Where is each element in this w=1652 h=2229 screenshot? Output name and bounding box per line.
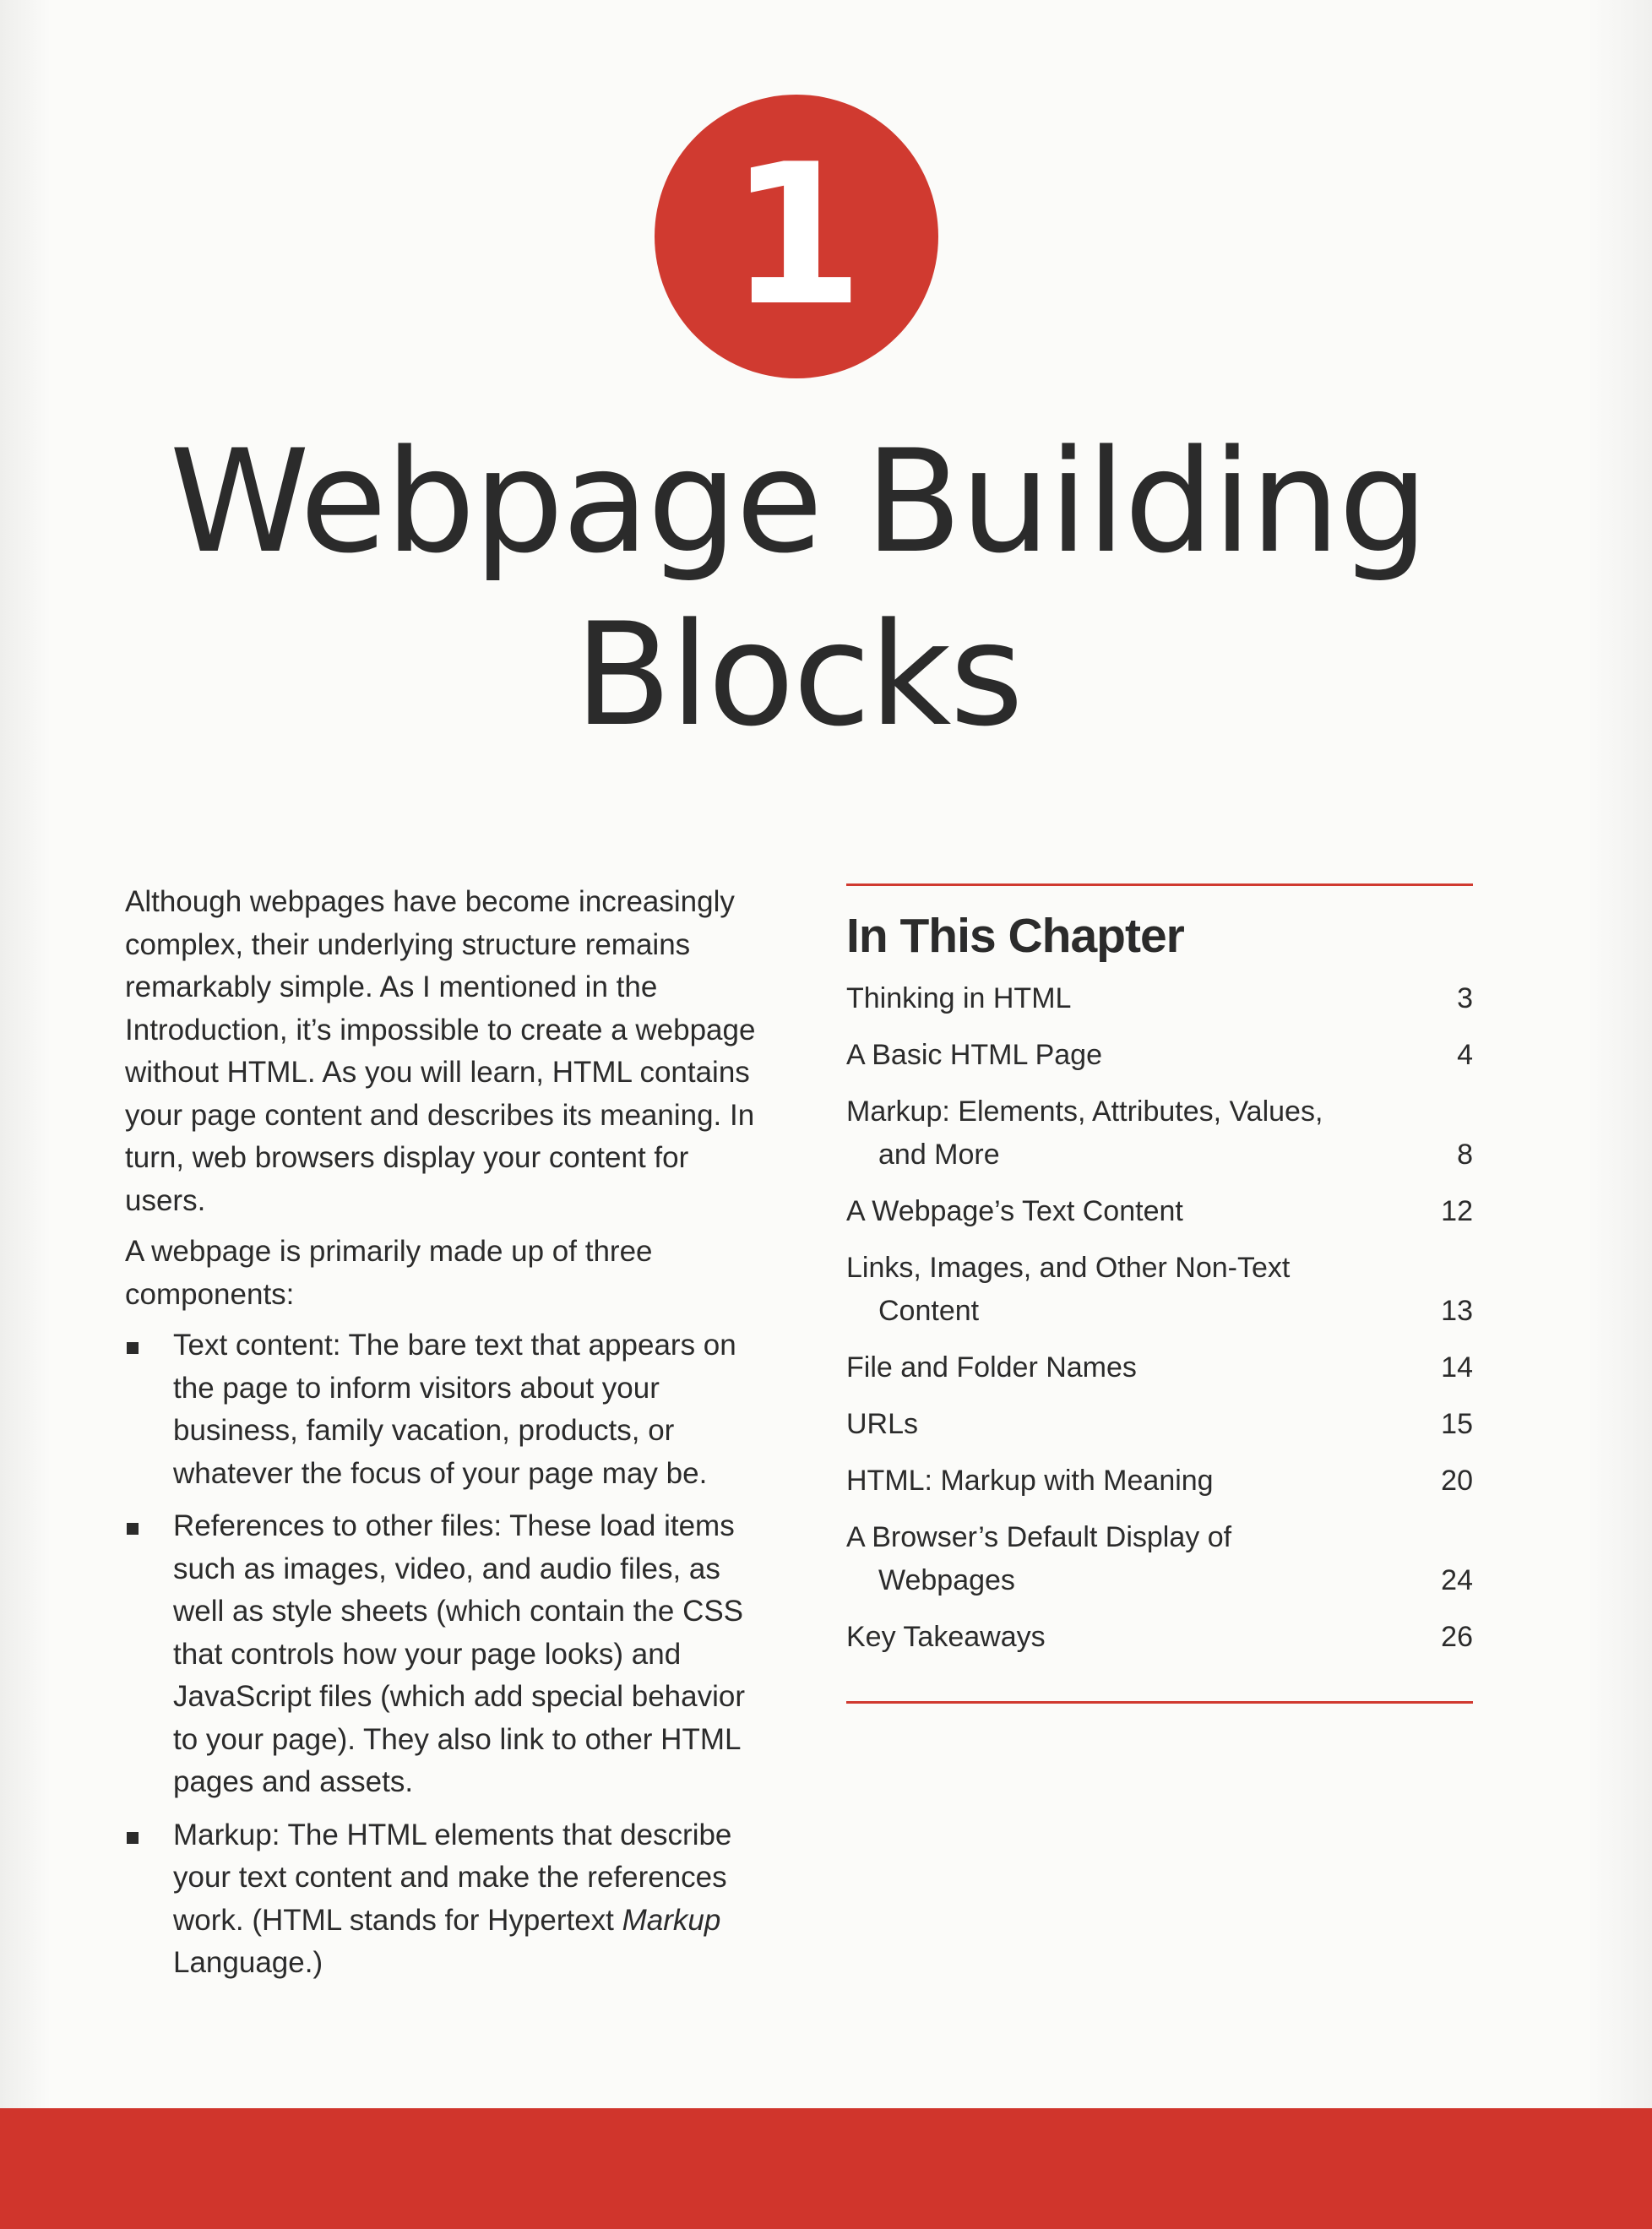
intro-paragraph: Although webpages have become increasingly complex, their underlying structure remains remarkably simple. As I mentioned in the Introduction, it’s impossible to create a webpage without HTML. As you will learn, HTML contains your page content and describes its meaning. In turn, web browsers display your content for users. — [125, 885, 756, 1217]
contents-item-title-line: A Browser’s Default Display of — [846, 1521, 1232, 1553]
top-divider — [846, 883, 1473, 886]
contents-item-title — [846, 1095, 1422, 1177]
contents-item-page: 4 — [1457, 1039, 1473, 1071]
contents-item-page: 13 — [1441, 1295, 1473, 1327]
square-bullet-icon — [127, 1342, 139, 1354]
contents-item — [846, 1090, 1473, 1177]
contents-item-title-continued: Webpages — [878, 1564, 1015, 1596]
contents-item — [846, 1247, 1473, 1333]
contents-item-page: 14 — [1441, 1351, 1473, 1384]
contents-item — [846, 1460, 1473, 1503]
contents-item — [846, 977, 1473, 1020]
contents-item — [846, 1403, 1473, 1446]
list-item — [125, 1324, 767, 1495]
contents-item-title-line: Links, Images, and Other Non-Text — [846, 1252, 1291, 1284]
contents-item-title-continued: and More — [878, 1139, 1000, 1171]
contents-heading: In This Chapter — [846, 909, 1184, 963]
contents-item-title: A Basic HTML Page — [846, 1039, 1102, 1071]
square-bullet-icon — [127, 1523, 139, 1535]
chapter-contents-box — [846, 883, 1473, 1704]
contents-item — [846, 1516, 1473, 1602]
contents-item-title: File and Folder Names — [846, 1351, 1137, 1384]
contents-item-page: 15 — [1441, 1408, 1473, 1440]
contents-item — [846, 1034, 1473, 1077]
chapter-title-line-2: Blocks — [574, 592, 1022, 758]
list-item-text-start: Markup: The HTML elements that describe your text content and make the references work. (HTML stands for Hypertext — [173, 1818, 732, 1937]
list-item-text-end: Language.) — [173, 1946, 323, 1979]
contents-item-page: 24 — [1441, 1564, 1473, 1596]
bottom-divider — [846, 1701, 1473, 1704]
contents-item-page: 26 — [1441, 1621, 1473, 1653]
contents-item-page: 3 — [1457, 982, 1473, 1014]
contents-item-title-line: Markup: Elements, Attributes, Values, — [846, 1095, 1323, 1128]
list-item — [125, 1814, 767, 1985]
components-list — [125, 1324, 767, 1985]
contents-item-page: 8 — [1457, 1139, 1473, 1171]
contents-item-title — [846, 1521, 1422, 1602]
chapter-number-badge: 1 — [655, 95, 938, 378]
contents-item-title: HTML: Markup with Meaning — [846, 1465, 1214, 1497]
contents-item-title: A Webpage’s Text Content — [846, 1195, 1183, 1227]
intro-paragraph-components: A webpage is primarily made up of three components: — [125, 1235, 653, 1311]
contents-item-title — [846, 1252, 1422, 1333]
list-item — [125, 1505, 767, 1804]
list-item-text: Text content: The bare text that appears on the page to inform visitors about your business, family vacation, products, or whatever the focus of your page may be. — [173, 1329, 736, 1490]
contents-item — [846, 1190, 1473, 1233]
contents-item — [846, 1346, 1473, 1389]
contents-item-page: 20 — [1441, 1465, 1473, 1497]
contents-item-title: Key Takeaways — [846, 1621, 1046, 1653]
chapter-title-line-1: Webpage Building — [169, 419, 1427, 584]
list-item-text: References to other files: These load items such as images, video, and audio files, as well as style sheets (which contain the CSS that controls how your page looks) and JavaScript files (which add special behavior to your page). They also link to other HTML pages and assets. — [173, 1509, 745, 1798]
intro-text — [125, 881, 767, 1995]
contents-item-page: 12 — [1441, 1195, 1473, 1227]
chapter-title — [135, 416, 1461, 762]
square-bullet-icon — [127, 1832, 139, 1844]
contents-item-title: URLs — [846, 1408, 919, 1440]
contents-item-title-continued: Content — [878, 1295, 980, 1327]
contents-item — [846, 1616, 1473, 1659]
list-item-text — [173, 1819, 731, 1980]
contents-item-title: Thinking in HTML — [846, 982, 1072, 1014]
contents-list — [846, 977, 1473, 1659]
footer-color-band — [0, 2108, 1652, 2229]
emphasized-word: Markup — [622, 1903, 721, 1937]
